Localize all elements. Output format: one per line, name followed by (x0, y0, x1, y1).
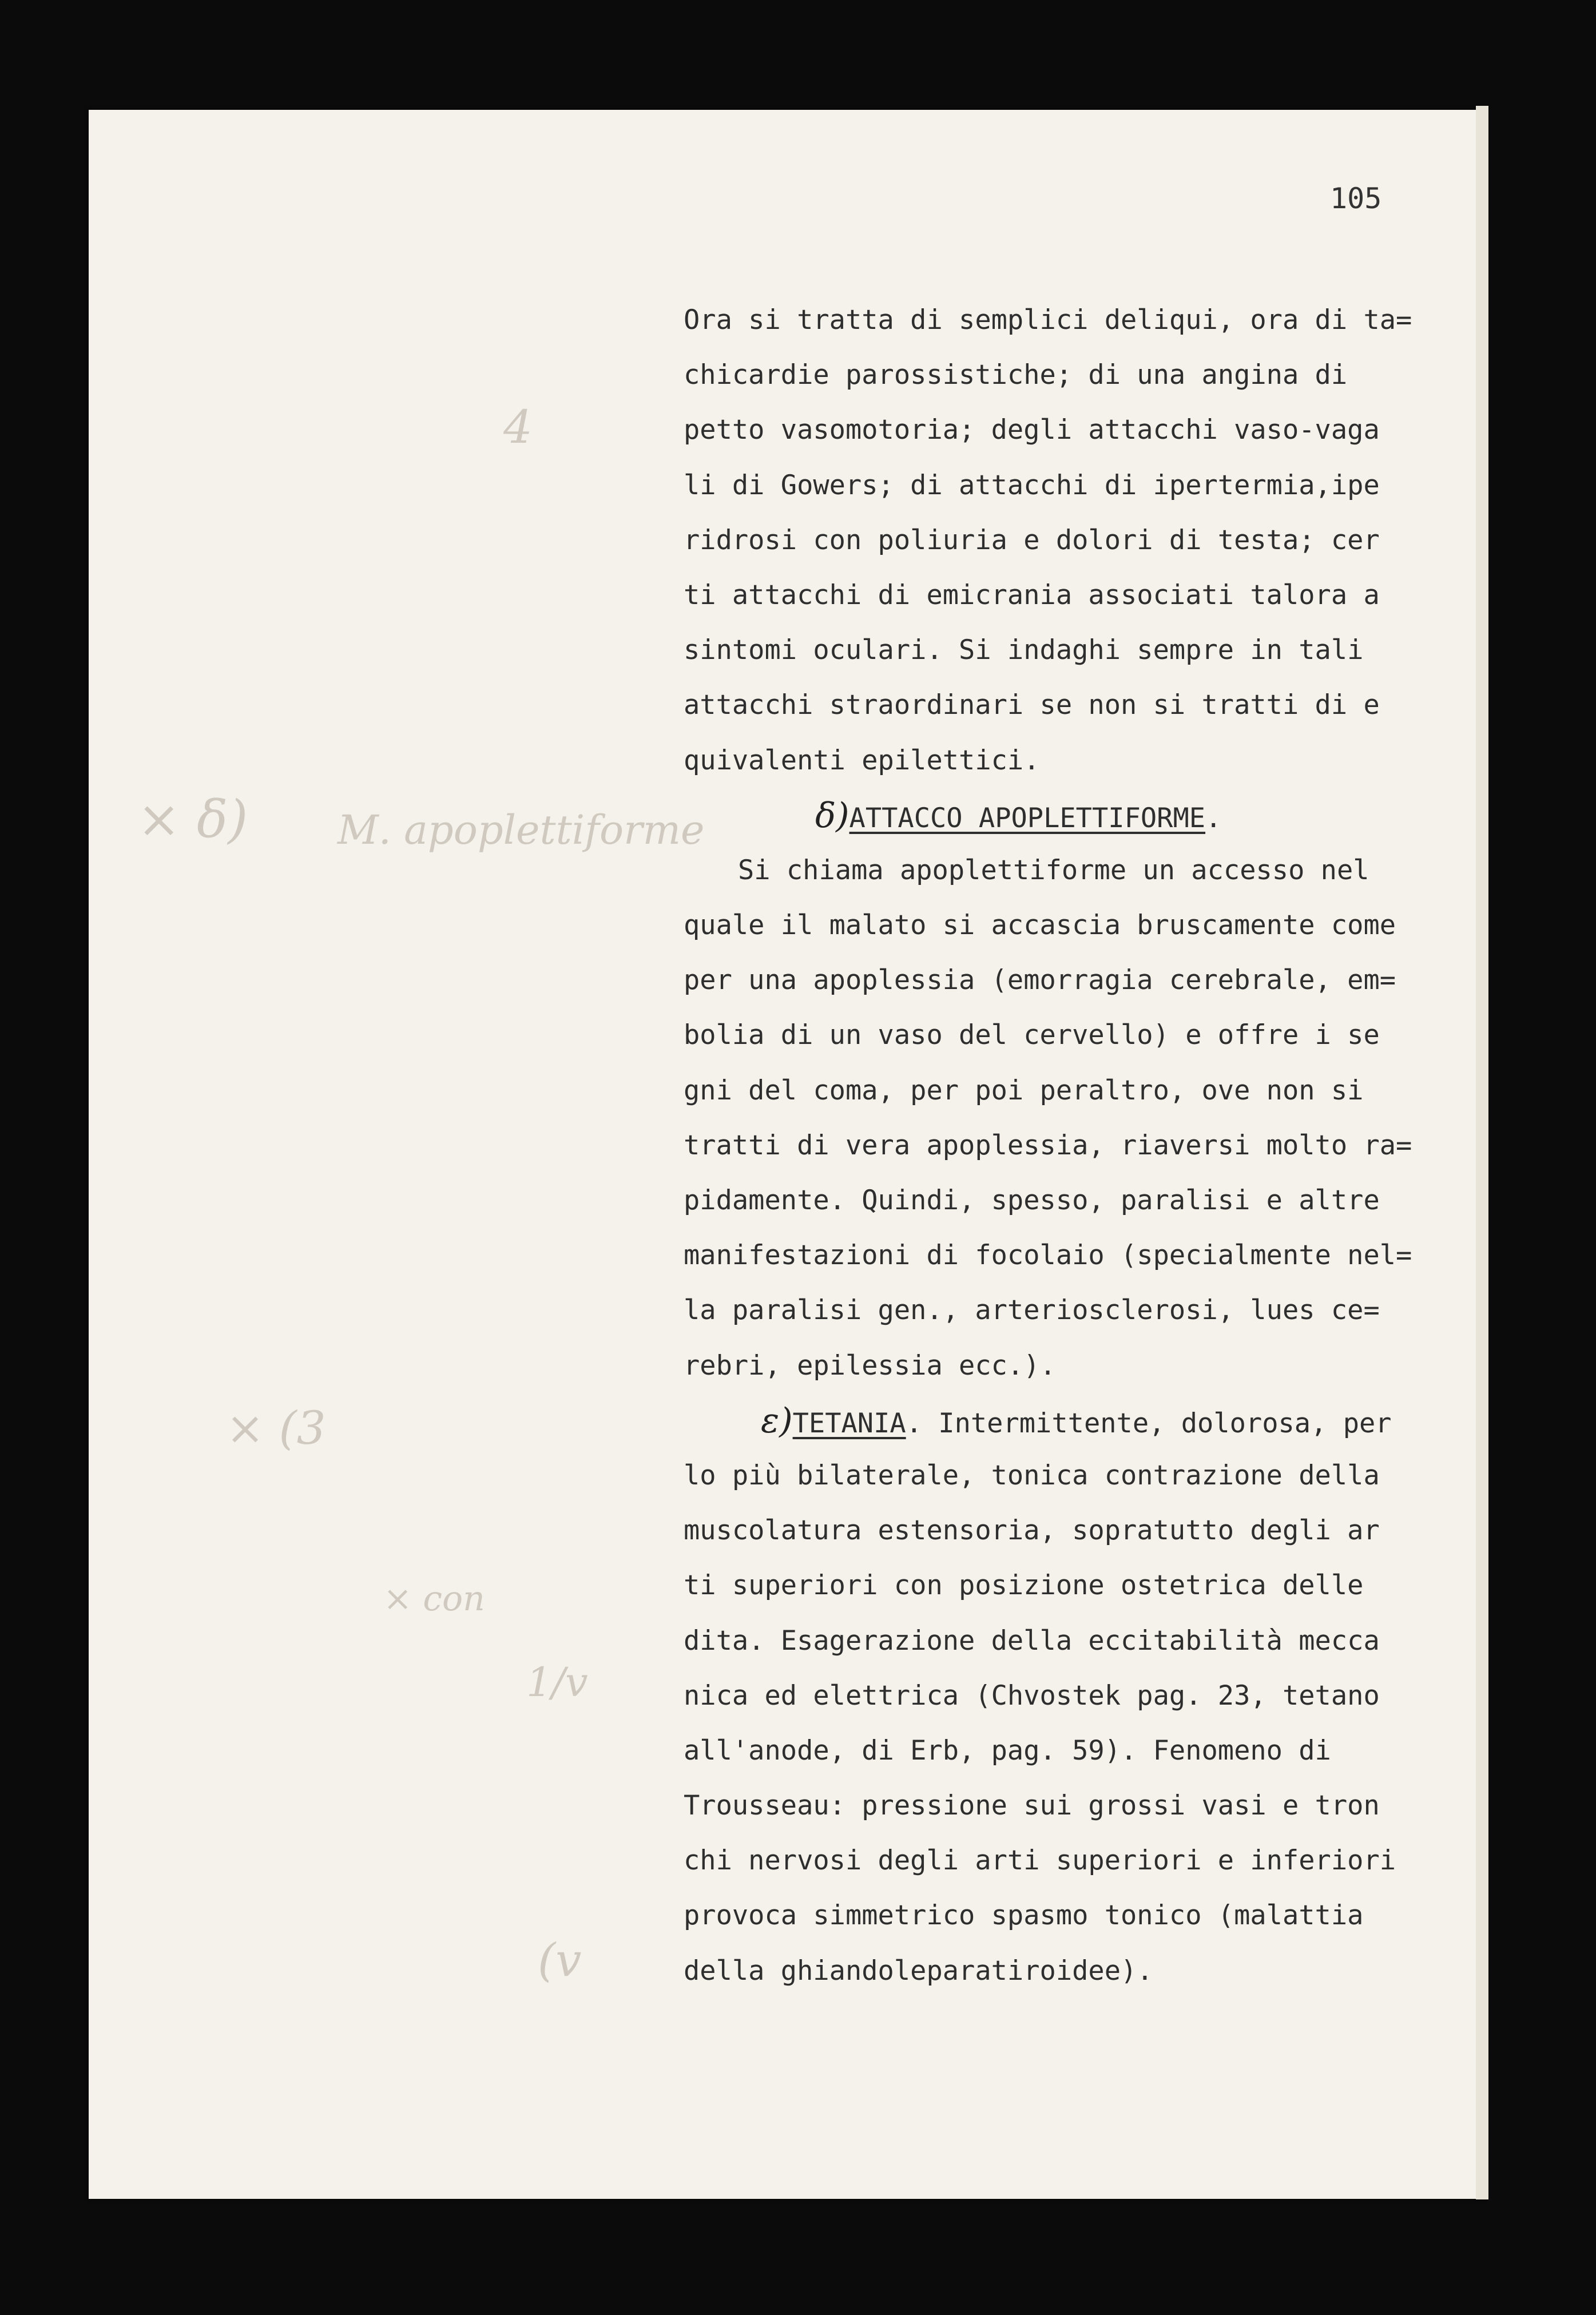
text-line: nica ed elettrica (Chvostek pag. 23, tetano (684, 1679, 1380, 1712)
typed-text-block (684, 293, 1484, 1999)
text-line: per una apoplessia (emorragia cerebrale, em= (684, 964, 1396, 996)
text-line: tratti di vera apoplessia, riaversi molto ra= (684, 1129, 1412, 1161)
margin-note: 1/v (526, 1659, 588, 1706)
text-line: della ghiandoleparatiroidee). (684, 1955, 1153, 1987)
margin-note: × (3 (226, 1401, 326, 1455)
text-line: Si chiama apoplettiforme un accesso nel (738, 854, 1369, 886)
text-line: attacchi straordinari se non si tratti di e (684, 689, 1380, 721)
margin-note: M. apoplettiforme (338, 807, 705, 853)
text-line: chi nervosi degli arti superiori e inferiori (684, 1845, 1396, 1877)
text-line: rebri, epilessia ecc.). (684, 1349, 1056, 1381)
text-line: ridrosi con poliuria e dolori di testa; cer (684, 524, 1380, 556)
text-line: li di Gowers; di attacchi di ipertermia,ipe (684, 469, 1380, 501)
text-line: pidamente. Quindi, spesso, paralisi e altre (684, 1185, 1380, 1216)
section-heading-end: . (1205, 802, 1222, 834)
text-line: chicardie parossistiche; di una angina di (684, 359, 1348, 391)
text-line: bolia di un vaso del cervello) e offre i se (684, 1019, 1380, 1051)
section-marker: δ) (815, 795, 849, 836)
section-heading-text: TETANIA (792, 1407, 906, 1439)
text-line: Ora si tratta di semplici deliqui, ora di ta= (684, 304, 1412, 336)
text-line: lo più bilaterale, tonica contrazione della (684, 1459, 1380, 1491)
section-heading-epsilon (684, 1393, 1484, 1448)
text-line: all'anode, di Erb, pag. 59). Fenomeno di (684, 1734, 1331, 1766)
text-line: ti attacchi di emicrania associati talora a (684, 579, 1380, 611)
text-line: ti superiori con posizione ostetrica delle (684, 1570, 1364, 1602)
text-line: quivalenti epilettici. (684, 744, 1040, 776)
section-marker: ε) (761, 1400, 793, 1441)
text-line: quale il malato si accascia bruscamente come (684, 910, 1396, 942)
text-line: dita. Esagerazione della eccitabilità mecca (684, 1625, 1380, 1657)
text-line: muscolatura estensoria, sopratutto degli ar (684, 1515, 1380, 1547)
text-line: provoca simmetrico spasmo tonico (malattia (684, 1900, 1364, 1932)
section-heading-delta (684, 788, 1484, 843)
section-heading-text: ATTACCO APOPLETTIFORME (849, 802, 1206, 834)
margin-note: 4 (503, 400, 533, 454)
margin-note: × δ) (137, 789, 248, 849)
text-line: Trousseau: pressione sui grossi vasi e tron (684, 1790, 1380, 1822)
text-line: la paralisi gen., arteriosclerosi, lues ce= (684, 1295, 1380, 1327)
text-line: gni del coma, per poi peraltro, ove non si (684, 1074, 1364, 1106)
page-number: 105 (1330, 182, 1382, 215)
text-line: sintomi oculari. Si indaghi sempre in tali (684, 634, 1364, 666)
section-heading-rest: . Intermittente, dolorosa, per (906, 1407, 1392, 1439)
margin-note: × con (383, 1579, 485, 1619)
margin-note: (v (538, 1933, 582, 1987)
text-line: petto vasomotoria; degli attacchi vaso-vaga (684, 414, 1380, 446)
text-line: manifestazioni di focolaio (specialmente nel= (684, 1240, 1412, 1272)
